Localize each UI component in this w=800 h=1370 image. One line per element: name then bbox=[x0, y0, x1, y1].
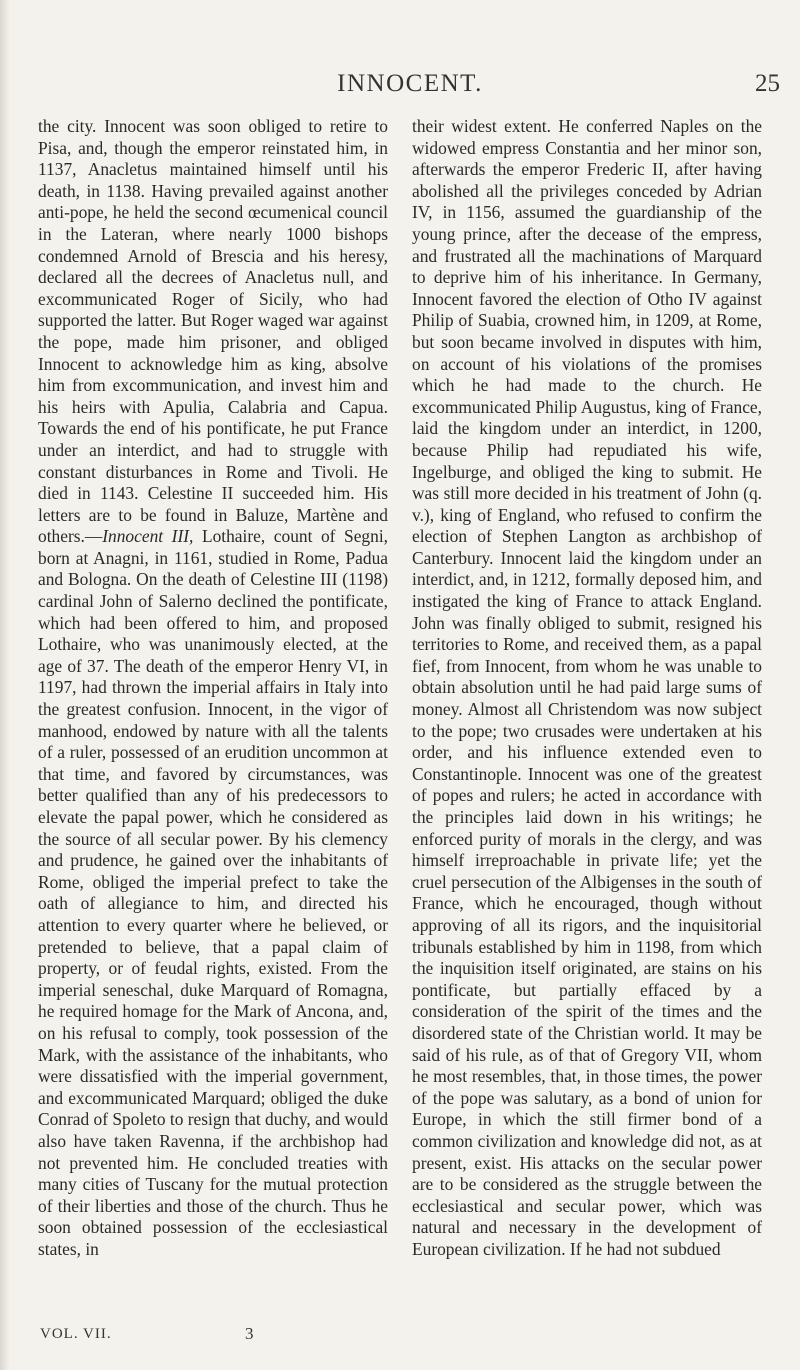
signature-number: 3 bbox=[245, 1324, 255, 1343]
left-text-part-1: the city. Innocent was soon obliged to retire to Pisa, and, though the emperor reinstated him, in 1137, Anacletus maintained himself until his death, in 1138. Having prevailed against another anti-pope, he held the second œcumenical council in the Lateran, where nearly 1000 bishops condemned Arnold of Brescia and his heresy, declared all the decrees of Anacletus null, and excommunicated Roger of Sicily, who had supported the latter. But Roger waged war against the pope, made him prisoner, and obliged Innocent to acknowledge him as king, absolve him from excommunication, and invest him and his heirs with Apulia, Calabria and Capua. Towards the end of his pontificate, he put France under an interdict, and had to struggle with constant disturbances in Rome and Tivoli. He died in 1143. Celestine II succeeded him. His letters are to be found in Baluze, Martène and others.— bbox=[38, 116, 388, 547]
running-title: INNOCENT. bbox=[337, 70, 483, 97]
printer-signature bbox=[40, 1326, 280, 1350]
left-column bbox=[38, 116, 388, 1260]
volume-mark: VOL. VII. bbox=[40, 1326, 112, 1342]
left-text-part-2: Lothaire, count of Segni, born at Anagni, in 1161, studied in Rome, Padua and Bologna. On the death of Celestine III (1198) cardinal John of Salerno declined the pontificate, which had been offered to him, and proposed Lothaire, who was unanimously elected, at the age of 37. The death of the emperor Henry VI, in 1197, had thrown the imperial affairs in Italy into the greatest confusion. Innocent, in the vigor of manhood, endowed by nature with all the talents of a ruler, possessed of an erudition uncommon at that time, and favored by circumstances, was better qualified than any of his predecessors to elevate the papal power, which he considered as the source of all secular power. By his clemency and prudence, he gained over the inhabitants of Rome, obliged the imperial prefect to take the oath of allegiance to him, and directed his attention to every quarter where he believed, or pretended to believe, that a papal claim of property, or of feudal rights, existed. From the imperial seneschal, duke Marquard of Romagna, he required homage for the Mark of Ancona, and, on his refusal to comply, took possession of the Mark, with the assistance of the inhabitants, who were dissatisfied with the imperial government, and excommunicated Marquard; obliged the duke Conrad of Spoleto to resign that duchy, and would also have taken Ravenna, if the archbishop had not prevented him. He concluded treaties with many cities of Tuscany for the mutual protection of their liberties and those of the church. Thus he soon obtained possession of the ecclesiastical states, in bbox=[38, 526, 389, 1259]
right-column bbox=[412, 116, 762, 1260]
binding-edge bbox=[0, 0, 10, 1370]
page-number: 25 bbox=[755, 70, 780, 97]
left-column-paragraph bbox=[38, 116, 388, 1260]
right-column-paragraph: their widest extent. He conferred Naples on the widowed empress Constantia and her minor son, afterwards the emperor Frederic II, after having abolished all the privileges conceded by Adrian IV, in 1156, assumed the guardianship of the young prince, after the decease of the empress, and frustrated all the machinations of Marquard to deprive him of his inheritance. In Germany, Innocent favored the election of Otho IV against Philip of Suabia, crowned him, in 1209, at Rome, but soon became involved in disputes with him, on account of his violations of the promises which he had made to the church. He excommunicated Philip Augustus, king of France, laid the kingdom under an interdict, in 1200, because Philip had repudiated his wife, Ingelburge, and obliged the king to submit. He was still more decided in his treatment of John (q. v.), king of England, who refused to confirm the election of Stephen Langton as archbishop of Canterbury. Innocent laid the kingdom under an interdict, and, in 1212, formally deposed him, and instigated the king of France to attack England. John was finally obliged to submit, resigned his territories to Rome, and received them, as a papal fief, from Innocent, from whom he was unable to obtain absolution until he had paid large sums of money. Almost all Christendom was now subject to the pope; two crusades were undertaken at his order, and his influence extended even to Constantinople. Innocent was one of the greatest of popes and rulers; he acted in accordance with the principles laid down in his writings; he enforced purity of morals in the clergy, and was himself irreproachable in private life; yet the cruel persecution of the Albigenses in the south of France, which he encouraged, though without approving of all its rigors, and the inquisitorial tribunals established by him in 1198, from which the inquisition itself originated, are stains on his pontificate, but partially effaced by a consideration of the spirit of the times and the disordered state of the Christian world. It may be said of his rule, as of that of Gregory VII, whom he most resembles, that, in those times, the power of the pope was salutary, as a bond of union for Europe, in which the still firmer bond of a common civilization and knowledge did not, as at present, exist. His attacks on the secular power are to be considered as the struggle between the ecclesiastical and secular power, which was natural and necessary in the development of European civilization. If he had not subdued bbox=[412, 116, 762, 1259]
running-head bbox=[40, 70, 780, 106]
entry-heading-innocent-iii: Innocent III, bbox=[102, 526, 194, 547]
